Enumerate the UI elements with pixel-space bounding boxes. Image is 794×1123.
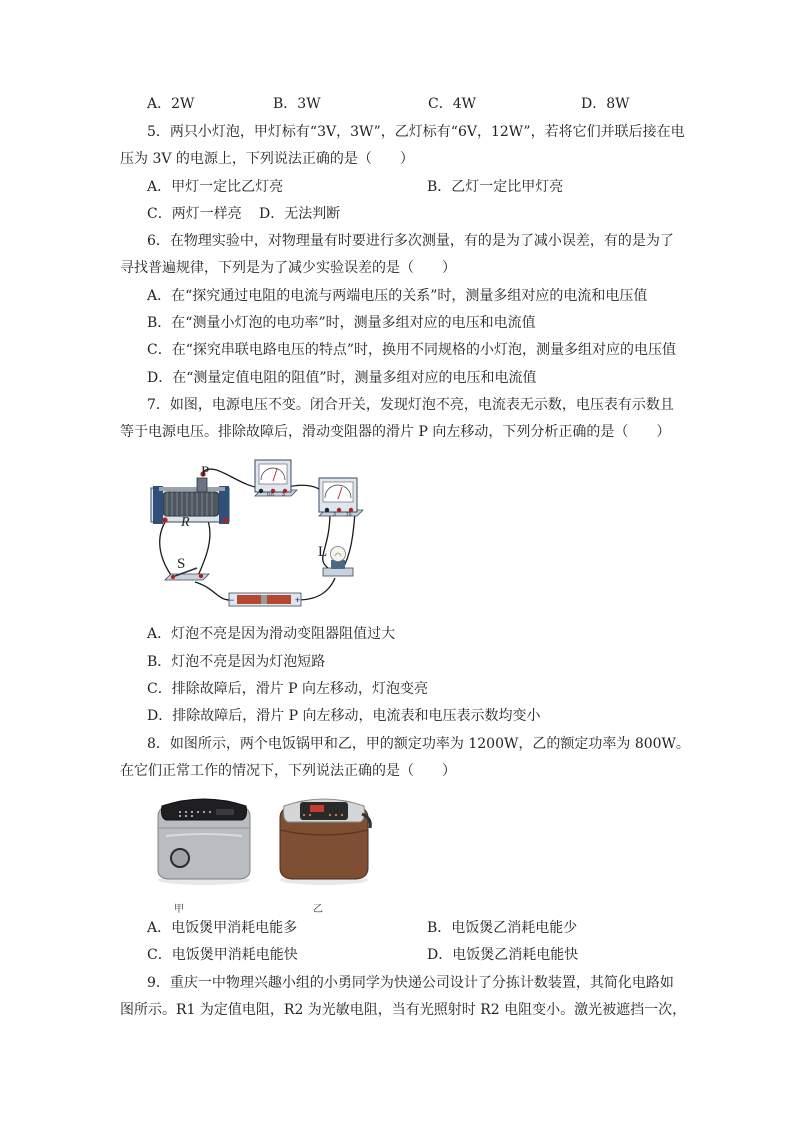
label-r: R: [181, 515, 190, 530]
q6-option-a: A．在“探究通过电阻的电流与两端电压的关系”时，测量多组对应的电流和电压值: [147, 288, 648, 304]
q7-option-a: A．灯泡不亮是因为滑动变阻器阻值过大: [147, 626, 396, 642]
q5-stem-line-2: 压为 3V 的电源上，下列说法正确的是（ ）: [120, 151, 414, 167]
q4-option-b: B．3W: [273, 96, 321, 112]
q6-option-b: B．在“测量小灯泡的电功率”时，测量多组对应的电压和电流值: [147, 315, 536, 331]
ammeter: [255, 460, 297, 496]
ammeter-scale-label: 0.6: [267, 492, 274, 498]
q8-stem-line-1: 8．如图所示，两个电饭锅甲和乙，甲的额定功率为 1200W，乙的额定功率为 800W。: [147, 736, 690, 752]
q5-option-a: A．甲灯一定比乙灯亮: [147, 179, 284, 195]
q7-stem-line-1: 7．如图，电源电压不变。闭合开关，发现灯泡不亮，电流表无示数，电压表有示数且: [147, 397, 674, 413]
q7-stem-line-2: 等于电源电压。排除故障后，滑动变阻器的滑片 P 向左移动，下列分析正确的是（ ）: [120, 424, 671, 440]
q5-option-b: B．乙灯一定比甲灯亮: [427, 179, 564, 195]
voltmeter-scale-label-2: 15: [346, 512, 352, 518]
q9-stem-line-2: 图所示。R1 为定值电阻，R2 为光敏电阻，当有光照射时 R2 电阻变小。激光被遮挡一次，: [120, 1002, 687, 1018]
label-p: P: [201, 464, 210, 480]
q4-option-a: A．2W: [147, 96, 195, 112]
lamp: [323, 547, 353, 577]
q5-stem-line-1: 5．两只小灯泡，甲灯标有“3V，3W”，乙灯标有“6V，12W”，若将它们并联后接在电: [147, 124, 685, 140]
voltmeter-scale-label: 3: [333, 512, 336, 518]
q8-option-d: D．电饭煲乙消耗电能快: [427, 947, 579, 963]
caption-cooker-b: 乙: [313, 904, 323, 915]
q8-option-c: C．电饭煲甲消耗电能快: [147, 947, 298, 963]
q8-option-a: A．电饭煲甲消耗电能多: [147, 920, 298, 936]
q7-option-b: B．灯泡不亮是因为灯泡短路: [147, 654, 326, 670]
rheostat: [151, 471, 229, 524]
label-s: S: [177, 556, 186, 572]
q6-stem-line-2: 寻找普遍规律，下列是为了减少实验误差的是（ ）: [120, 260, 456, 276]
switch: [165, 568, 209, 580]
rice-cooker-a-image: [150, 788, 258, 888]
q5-option-c: C．两灯一样亮: [147, 206, 242, 222]
q8-option-b: B．电饭煲乙消耗电能少: [427, 920, 578, 936]
q6-stem-line-1: 6．在物理实验中，对物理量有时要进行多次测量，有的是为了减小误差，有的是为了: [147, 233, 674, 249]
q4-option-d: D．8W: [581, 96, 630, 112]
circuit-figure: [145, 450, 385, 620]
caption-cooker-a: 甲: [174, 904, 184, 915]
q5-option-d: D．无法判断: [259, 206, 341, 222]
battery-plus-label: +: [295, 595, 301, 605]
q9-stem-line-1: 9．重庆一中物理兴趣小组的小勇同学为快递公司设计了分拣计数装置，其简化电路如: [147, 975, 674, 991]
ammeter-scale-label-2: 3: [282, 492, 285, 498]
rice-cooker-b-image: [270, 788, 378, 888]
q4-option-c: C．4W: [428, 96, 477, 112]
battery-minus-label: −: [229, 595, 235, 605]
q7-option-c: C．排除故障后，滑片 P 向左移动，灯泡变亮: [147, 681, 429, 697]
battery-pack: [229, 593, 301, 606]
q7-option-d: D．排除故障后，滑片 P 向左移动，电流表和电压表示数均变小: [147, 708, 541, 724]
voltmeter: [319, 478, 363, 516]
q8-stem-line-2: 在它们正常工作的情况下，下列说法正确的是（ ）: [120, 763, 456, 779]
q6-option-d: D．在“测量定值电阻的阻值”时，测量多组对应的电压和电流值: [147, 370, 537, 386]
q6-option-c: C．在“探究串联电路电压的特点”时，换用不同规格的小灯泡，测量多组对应的电压值: [147, 342, 677, 358]
label-l: L: [318, 544, 328, 560]
